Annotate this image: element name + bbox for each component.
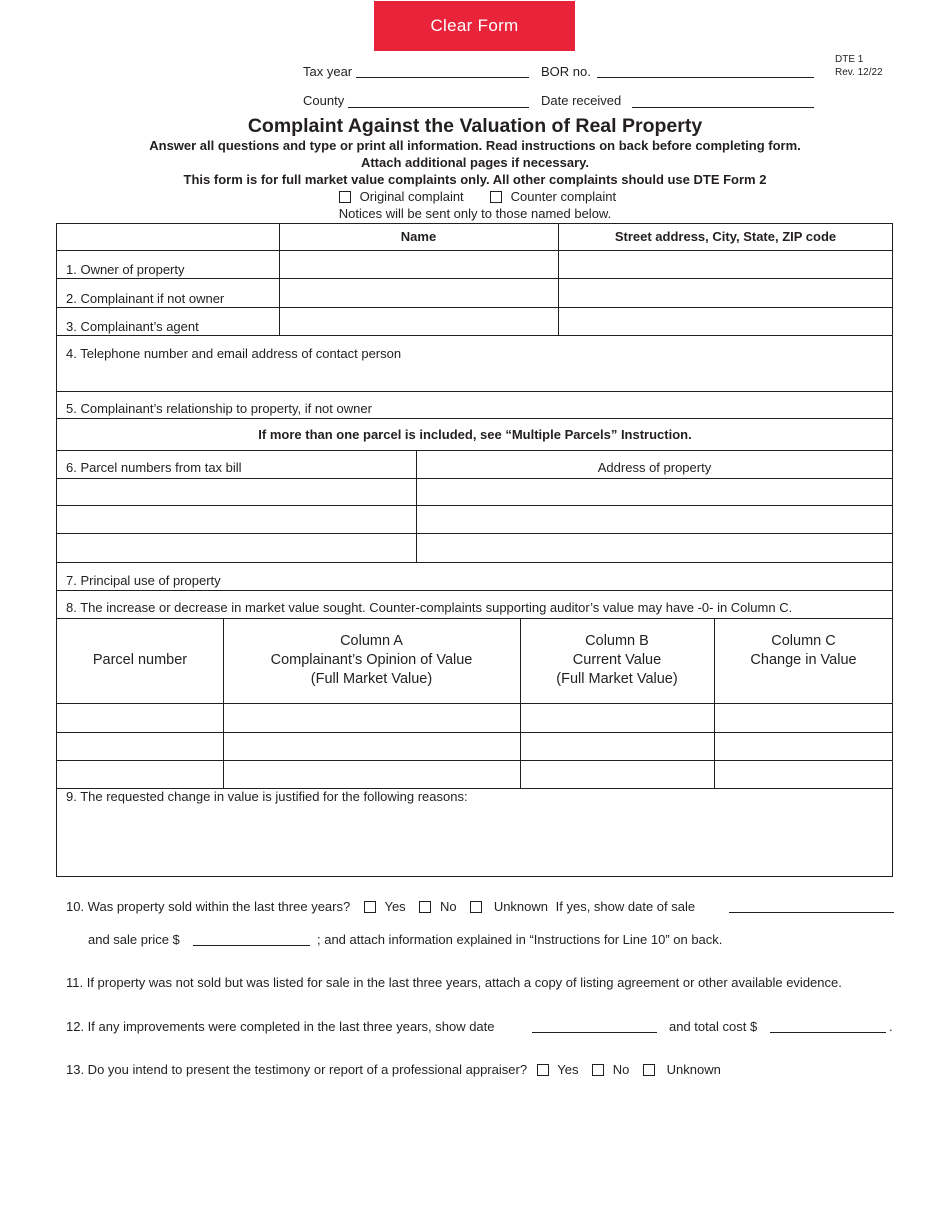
column-a-subtitle: Complainant’s Opinion of Value xyxy=(270,652,473,668)
county-field[interactable] xyxy=(348,107,529,108)
column-b-subtitle: Current Value xyxy=(572,652,662,668)
multiple-parcels-note: If more than one parcel is included, see “Multiple Parcels” Instruction. xyxy=(258,427,692,442)
column-a-header xyxy=(223,632,520,689)
bor-no-field[interactable] xyxy=(597,77,814,78)
column-c-header xyxy=(714,632,893,670)
q10-yes-label: Yes xyxy=(384,899,406,914)
column-b-field-2[interactable] xyxy=(521,733,713,760)
parcel-number-column-header: Parcel number xyxy=(92,652,188,668)
date-received-field[interactable] xyxy=(632,107,814,108)
total-cost-label: and total cost $ xyxy=(669,1019,758,1034)
q13-yes-label: Yes xyxy=(557,1062,579,1077)
notice-text: Notices will be sent only to those named below. xyxy=(338,206,612,221)
q10-no-label: No xyxy=(439,899,457,914)
column-a-field-2[interactable] xyxy=(224,733,519,760)
column-b-header xyxy=(520,632,714,689)
counter-complaint-option[interactable] xyxy=(490,189,616,204)
parcel-number-field-2[interactable] xyxy=(58,506,415,533)
q10-date-label: If yes, show date of sale xyxy=(555,899,696,914)
column-b-field-1[interactable] xyxy=(521,705,713,732)
instruction-line-1: Answer all questions and type or print all information. Read instructions on back before completing form. xyxy=(149,138,801,153)
tax-year-label: Tax year xyxy=(303,64,353,79)
address-column-header: Street address, City, State, ZIP code xyxy=(614,229,837,244)
contact-field[interactable] xyxy=(58,364,892,391)
form-code: DTE 1 xyxy=(835,54,864,65)
sale-price-label: and sale price $ xyxy=(88,932,180,947)
question-13-text: 13. Do you intend to present the testimony or report of a professional appraiser? xyxy=(66,1062,528,1077)
agent-row-label: 3. Complainant’s agent xyxy=(66,319,199,334)
instruction-line-3: This form is for full market value complaints only. All other complaints should use DTE Form 2 xyxy=(183,172,767,187)
column-a-field-1[interactable] xyxy=(224,705,519,732)
tax-year-field[interactable] xyxy=(356,77,529,78)
form-id xyxy=(835,53,883,79)
owner-address-field[interactable] xyxy=(559,251,892,278)
contact-row-label: 4. Telephone number and email address of contact person xyxy=(66,346,402,361)
column-b-note: (Full Market Value) xyxy=(556,671,678,687)
parcel-number-field-3[interactable] xyxy=(58,534,415,562)
complainant-address-field[interactable] xyxy=(559,279,892,307)
original-complaint-label: Original complaint xyxy=(359,189,464,204)
q13-yes-checkbox[interactable] xyxy=(537,1064,549,1076)
bor-no-label: BOR no. xyxy=(541,64,591,79)
complaint-table xyxy=(56,223,893,877)
owner-row-label: 1. Owner of property xyxy=(66,262,185,277)
sale-price-field[interactable] xyxy=(193,945,310,946)
question-12-end: . xyxy=(889,1019,893,1034)
agent-address-field[interactable] xyxy=(559,308,892,335)
improvement-date-field[interactable] xyxy=(532,1032,657,1033)
owner-name-field[interactable] xyxy=(280,251,557,278)
column-b-title: Column B xyxy=(585,633,649,649)
property-address-label: Address of property xyxy=(597,460,712,475)
question-10 xyxy=(66,899,695,914)
question-11: 11. If property was not sold but was listed for sale in the last three years, attach a copy of listing agreement or other available evidence. xyxy=(66,975,842,990)
original-complaint-option[interactable] xyxy=(339,189,464,204)
justification-field[interactable] xyxy=(58,808,892,876)
parcel-number-field-1[interactable] xyxy=(58,479,415,505)
q13-unknown-label: Unknown xyxy=(666,1062,721,1077)
principal-use-label: 7. Principal use of property xyxy=(66,573,221,588)
original-complaint-checkbox[interactable] xyxy=(339,191,351,203)
county-label: County xyxy=(303,93,345,108)
column-a-note: (Full Market Value) xyxy=(310,671,433,687)
question-13 xyxy=(66,1062,721,1077)
sale-date-field[interactable] xyxy=(729,912,894,913)
counter-complaint-checkbox[interactable] xyxy=(490,191,502,203)
column-c-field-1[interactable] xyxy=(715,705,892,732)
property-address-field-3[interactable] xyxy=(417,534,892,562)
value-parcel-field-3[interactable] xyxy=(58,761,222,788)
parcel-numbers-label: 6. Parcel numbers from tax bill xyxy=(66,460,242,475)
clear-form-button[interactable]: Clear Form xyxy=(374,1,575,51)
value-parcel-field-1[interactable] xyxy=(58,705,222,732)
column-a-field-3[interactable] xyxy=(224,761,519,788)
property-address-field-1[interactable] xyxy=(417,479,892,505)
instruction-line-2: Attach additional pages if necessary. xyxy=(360,155,590,170)
complainant-row-label: 2. Complainant if not owner xyxy=(66,291,225,306)
column-c-field-2[interactable] xyxy=(715,733,892,760)
q10-no-checkbox[interactable] xyxy=(419,901,431,913)
question-10-text: 10. Was property sold within the last three years? xyxy=(66,899,351,914)
value-sought-label: 8. The increase or decrease in market value sought. Counter-complaints supporting auditor’s value may have -0- in Column C. xyxy=(66,600,793,615)
column-b-field-3[interactable] xyxy=(521,761,713,788)
column-c-title: Column C xyxy=(771,633,836,649)
total-cost-field[interactable] xyxy=(770,1032,886,1033)
sale-attach-note: ; and attach information explained in “Instructions for Line 10” on back. xyxy=(317,932,723,947)
q13-no-label: No xyxy=(612,1062,630,1077)
q10-unknown-label: Unknown xyxy=(493,899,549,914)
q10-unknown-checkbox[interactable] xyxy=(470,901,482,913)
question-12-text: 12. If any improvements were completed in the last three years, show date xyxy=(66,1019,495,1034)
q13-no-checkbox[interactable] xyxy=(592,1064,604,1076)
complainant-name-field[interactable] xyxy=(280,279,557,307)
q13-unknown-checkbox[interactable] xyxy=(643,1064,655,1076)
counter-complaint-label: Counter complaint xyxy=(510,189,617,204)
q10-yes-checkbox[interactable] xyxy=(364,901,376,913)
column-a-title: Column A xyxy=(340,633,403,649)
relationship-row-label: 5. Complainant’s relationship to property, if not owner xyxy=(66,401,372,416)
date-received-label: Date received xyxy=(541,93,622,108)
column-c-field-3[interactable] xyxy=(715,761,892,788)
column-c-subtitle: Change in Value xyxy=(750,652,857,668)
agent-name-field[interactable] xyxy=(280,308,557,335)
value-parcel-field-2[interactable] xyxy=(58,733,222,760)
name-column-header: Name xyxy=(400,229,437,244)
form-revision: Rev. 12/22 xyxy=(835,67,883,78)
page-title: Complaint Against the Valuation of Real Property xyxy=(247,115,703,137)
property-address-field-2[interactable] xyxy=(417,506,892,533)
justification-label: 9. The requested change in value is justified for the following reasons: xyxy=(66,789,468,804)
